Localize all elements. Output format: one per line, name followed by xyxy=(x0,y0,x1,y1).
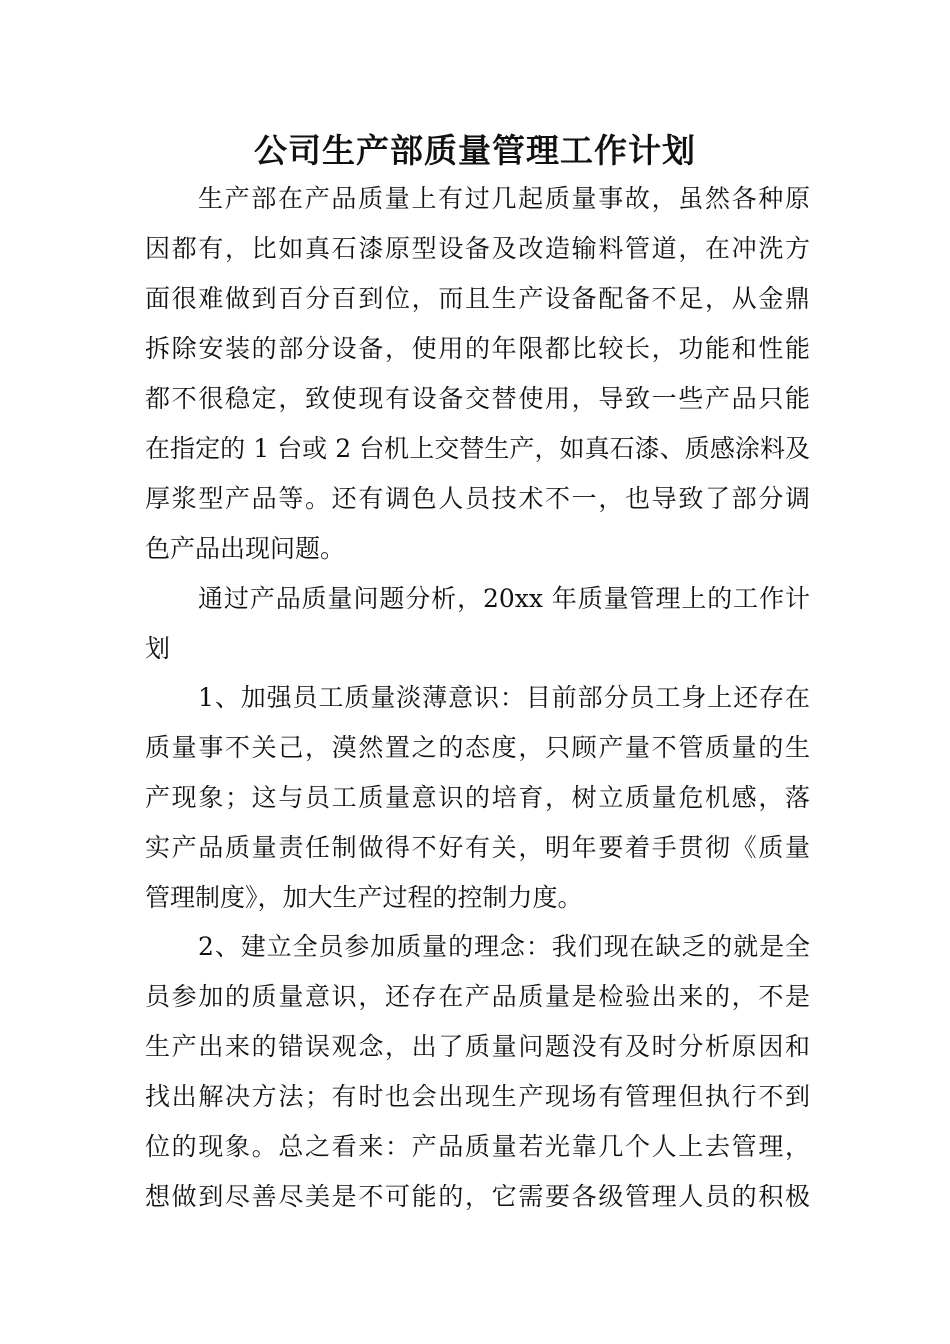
paragraph-1-line-1: 生产部在产品质量上有过几起质量事故，虽然各种原 xyxy=(198,184,810,213)
paragraph-1-line-4: 拆除安装的部分设备，使用的年限都比较长，功能和性能 xyxy=(145,334,810,363)
paragraph-4-line-2: 员参加的质量意识，还存在产品质量是检验出来的，不是 xyxy=(145,982,810,1011)
paragraph-3-line-1: 1、加强员工质量淡薄意识：目前部分员工身上还存在 xyxy=(198,683,810,712)
paragraph-2-line-2: 划 xyxy=(145,634,171,663)
paragraph-3-line-4: 实产品质量责任制做得不好有关，明年要着手贯彻《质量 xyxy=(145,833,810,862)
paragraph-2-line-1: 通过产品质量问题分析，20xx 年质量管理上的工作计 xyxy=(198,584,810,613)
paragraph-1-line-7: 厚浆型产品等。还有调色人员技术不一，也导致了部分调 xyxy=(145,484,810,513)
paragraph-3-line-5: 管理制度》，加大生产过程的控制力度。 xyxy=(145,883,583,912)
paragraph-4-line-3: 生产出来的错误观念，出了质量问题没有及时分析原因和 xyxy=(145,1032,810,1061)
paragraph-4-line-5: 位的现象。总之看来：产品质量若光靠几个人上去管理， xyxy=(145,1132,810,1161)
paragraph-1-line-8: 色产品出现问题。 xyxy=(145,534,346,563)
paragraph-4-line-6: 想做到尽善尽美是不可能的，它需要各级管理人员的积极 xyxy=(145,1182,810,1211)
paragraph-1-line-3: 面很难做到百分百到位，而且生产设备配备不足，从金鼎 xyxy=(145,284,810,313)
document-title: 公司生产部质量管理工作计划 xyxy=(254,131,696,170)
paragraph-4-line-4: 找出解决方法；有时也会出现生产现场有管理但执行不到 xyxy=(145,1082,810,1111)
paragraph-4-line-1: 2、建立全员参加质量的理念：我们现在缺乏的就是全 xyxy=(198,932,810,961)
paragraph-3-line-2: 质量事不关己，漠然置之的态度，只顾产量不管质量的生 xyxy=(145,733,810,762)
paragraph-1-line-5: 都不很稳定，致使现有设备交替使用，导致一些产品只能 xyxy=(145,384,810,413)
paragraph-1-line-6: 在指定的 1 台或 2 台机上交替生产，如真石漆、质感涂料及 xyxy=(145,434,810,463)
paragraph-3-line-3: 产现象；这与员工质量意识的培育，树立质量危机感，落 xyxy=(145,783,810,812)
paragraph-1-line-2: 因都有，比如真石漆原型设备及改造输料管道，在冲洗方 xyxy=(145,234,810,263)
